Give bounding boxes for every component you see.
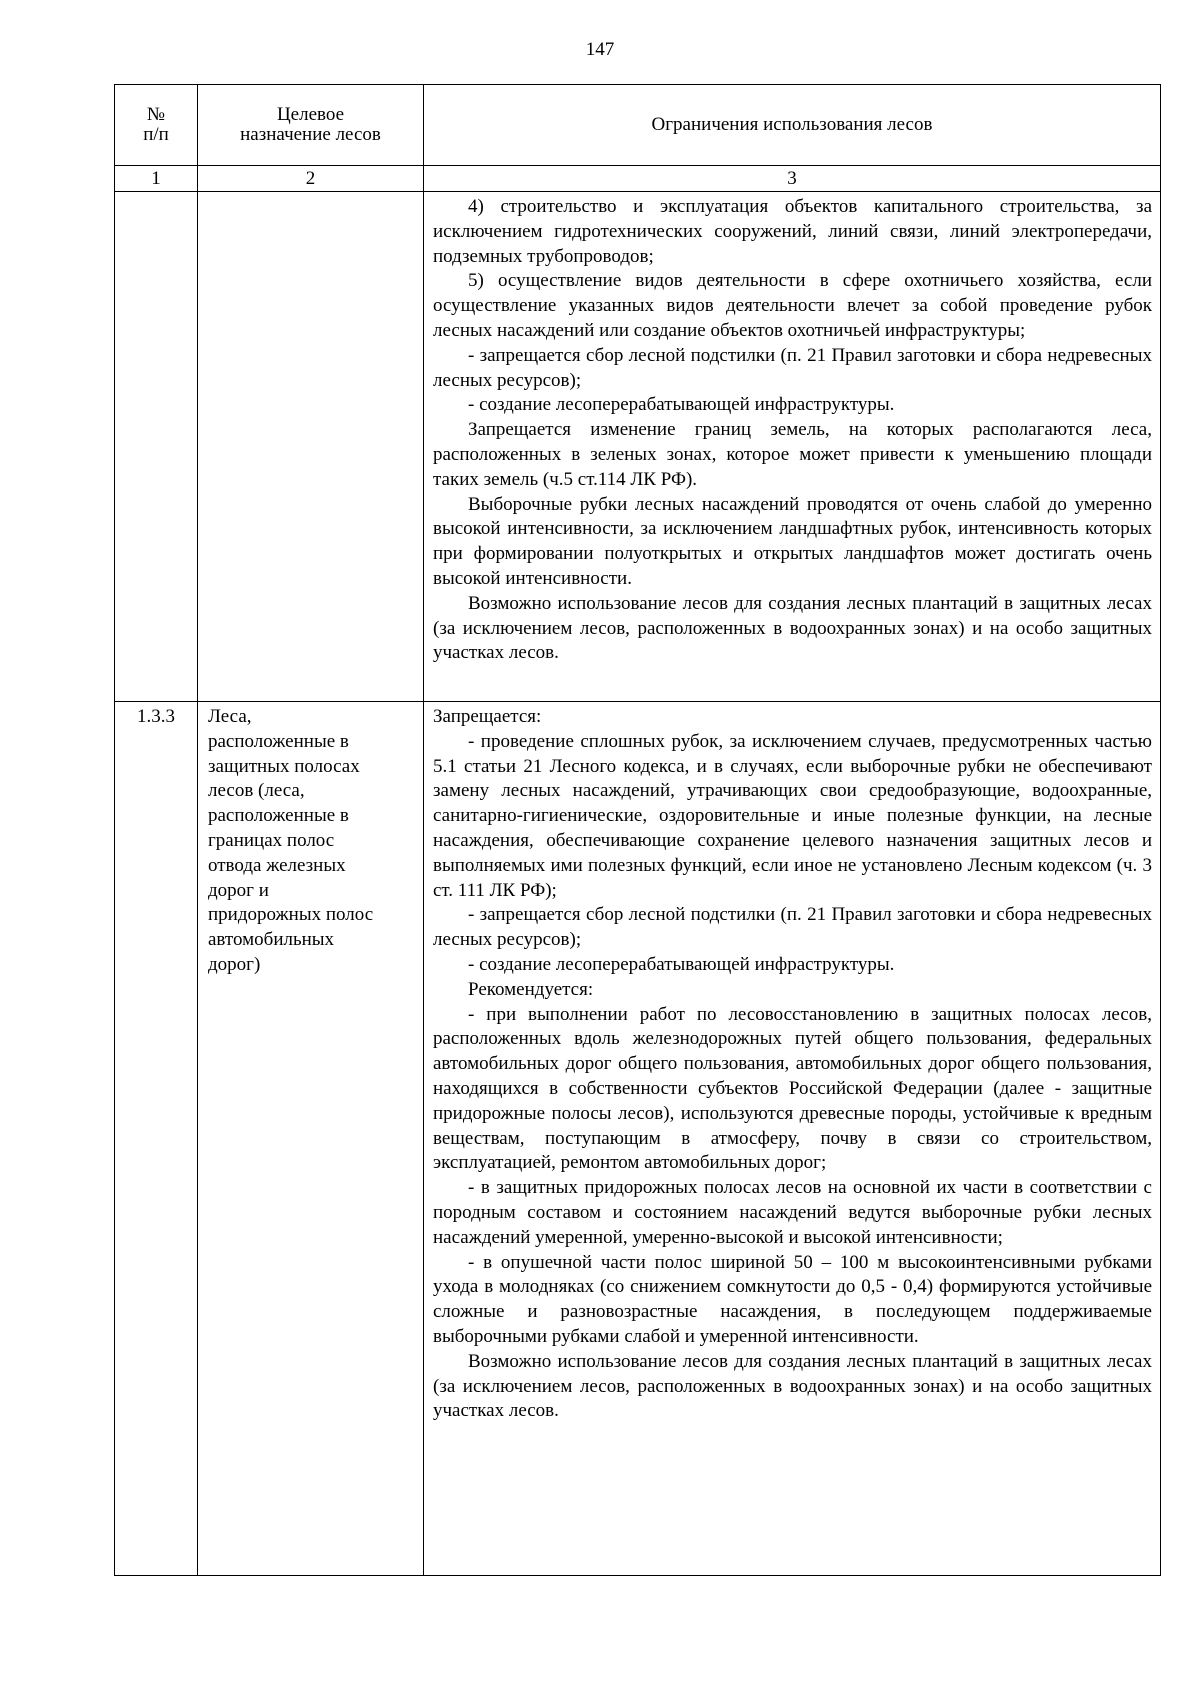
header-purpose-line2: назначение лесов xyxy=(240,124,381,145)
header-number xyxy=(115,85,198,166)
restriction-paragraph: Возможно использование лесов для создания лесных плантаций в защитных лесах (за исключением лесов, расположенных в водоохранных зонах) и на особо защитных участках лесов. xyxy=(433,592,1152,664)
restriction-paragraph: - проведение сплошных рубок, за исключением случаев, предусмотренных частью 5.1 статьи 21 Лесного кодекса, и в случаях, если выборочные рубки не обеспечивают замену лесных насаждений, утрачивающих свои средообразующие, водоохранные, санитарно-гигиенические, оздоровительные и иные полезные функции, на лесные насаждения, обеспечивающие сохранение целевого назначения защитных лесов и выполняемых ими полезных функций, если иное не установлено Лесным кодексом (ч. 3 ст. 111 ЛК РФ); xyxy=(433,730,1152,901)
header-restrictions: Ограничения использования лесов xyxy=(424,85,1161,166)
restriction-paragraph: Запрещается изменение границ земель, на которых располагаются леса, расположенных в зеленых зонах, которое может привести к уменьшению площади таких земель (ч.5 ст.114 ЛК РФ). xyxy=(433,419,1152,490)
purpose-line: отвода железных xyxy=(208,854,346,876)
page-number: 147 xyxy=(585,39,615,60)
table-index-row xyxy=(115,166,1161,192)
index-cell-1: 1 xyxy=(115,166,198,192)
header-number-line2: п/п xyxy=(143,124,169,145)
header-number-line1: № xyxy=(146,104,166,125)
restriction-paragraph: - создание лесоперерабатывающей инфраструктуры. xyxy=(468,394,895,416)
header-purpose xyxy=(198,85,424,166)
restriction-paragraph: - при выполнении работ по лесовосстановлению в защитных полосах лесов, расположенных вдоль железнодорожных путей общего пользования, федеральных автомобильных дорог общего пользования, автомобильных дорог общего пользования, находящихся в собственности субъектов Российской Федерации (далее - защитные придорожные полосы лесов), используются древесные породы, устойчивые к вредным веществам, поступающим в атмосферу, почву в связи со строительством, эксплуатацией, ремонтом автомобильных дорог; xyxy=(433,1003,1152,1174)
restriction-paragraph: - запрещается сбор лесной подстилки (п. 21 Правил заготовки и сбора недревесных лесных ресурсов); xyxy=(433,904,1152,951)
restriction-paragraph: 5) осуществление видов деятельности в сфере охотничьего хозяйства, если осуществление указанных видов деятельности влечет за собой проведение рубок лесных насаждений или создание объектов охотничьей инфраструктуры; xyxy=(433,270,1152,341)
restriction-paragraph: 4) строительство и эксплуатация объектов капитального строительства, за исключением гидротехнических сооружений, линий связи, линий электропередачи, подземных трубопроводов; xyxy=(433,196,1152,267)
index-cell-3: 3 xyxy=(424,166,1161,192)
header-purpose-line1: Целевое xyxy=(276,104,345,125)
row-number: 1.3.3 xyxy=(115,702,198,1576)
row-number xyxy=(115,192,198,702)
table-header-row xyxy=(115,85,1161,166)
purpose-line: дорог) xyxy=(208,953,261,975)
purpose-line: дорог и xyxy=(208,879,269,901)
row-restrictions xyxy=(424,192,1161,702)
row-restrictions xyxy=(424,702,1161,1576)
purpose-line: расположенные в xyxy=(208,805,349,827)
table-row xyxy=(115,702,1161,1576)
restrictions-table xyxy=(114,84,1161,1576)
purpose-line: автомобильных xyxy=(208,929,335,951)
restriction-paragraph: Возможно использование лесов для создания лесных плантаций в защитных лесах (за исключением лесов, расположенных в водоохранных зонах) и на особо защитных участках лесов. xyxy=(433,1350,1152,1422)
row-purpose xyxy=(198,192,424,702)
row-purpose xyxy=(198,702,424,1576)
restriction-paragraph: - в опушечной части полос шириной 50 – 100 м высокоинтенсивными рубками ухода в молодняках (со снижением сомкнутости до 0,5 - 0,4) формируются устойчивые сложные и разновозрастные насаждения, в последующем поддерживаемые выборочными рубками слабой и умеренной интенсивности. xyxy=(433,1251,1152,1347)
restriction-paragraph: Рекомендуется: xyxy=(468,978,594,1000)
restriction-paragraph: Выборочные рубки лесных насаждений проводятся от очень слабой до умеренно высокой интенсивности, за исключением ландшафтных рубок, интенсивность которых при формировании полуоткрытых и открытых ландшафтов может достигать очень высокой интенсивности. xyxy=(433,493,1152,589)
purpose-line: придорожных полос xyxy=(208,904,374,926)
restriction-paragraph: - в защитных придорожных полосах лесов на основной их части в соответствии с породным составом и состоянием насаждений ведутся выборочные рубки лесных насаждений умеренной, умеренно-высокой и высокой интенсивности; xyxy=(433,1177,1152,1248)
index-cell-2: 2 xyxy=(198,166,424,192)
purpose-line: лесов (леса, xyxy=(208,780,305,802)
purpose-line: расположенные в xyxy=(208,730,349,752)
purpose-line: границах полос xyxy=(208,829,335,851)
purpose-line: Леса, xyxy=(208,706,252,727)
restriction-paragraph: Запрещается: xyxy=(433,706,542,727)
purpose-line: защитных полосах xyxy=(208,755,360,777)
restriction-paragraph: - создание лесоперерабатывающей инфраструктуры. xyxy=(468,953,895,975)
table-row xyxy=(115,192,1161,702)
restriction-paragraph: - запрещается сбор лесной подстилки (п. 21 Правил заготовки и сбора недревесных лесных ресурсов); xyxy=(433,344,1152,391)
